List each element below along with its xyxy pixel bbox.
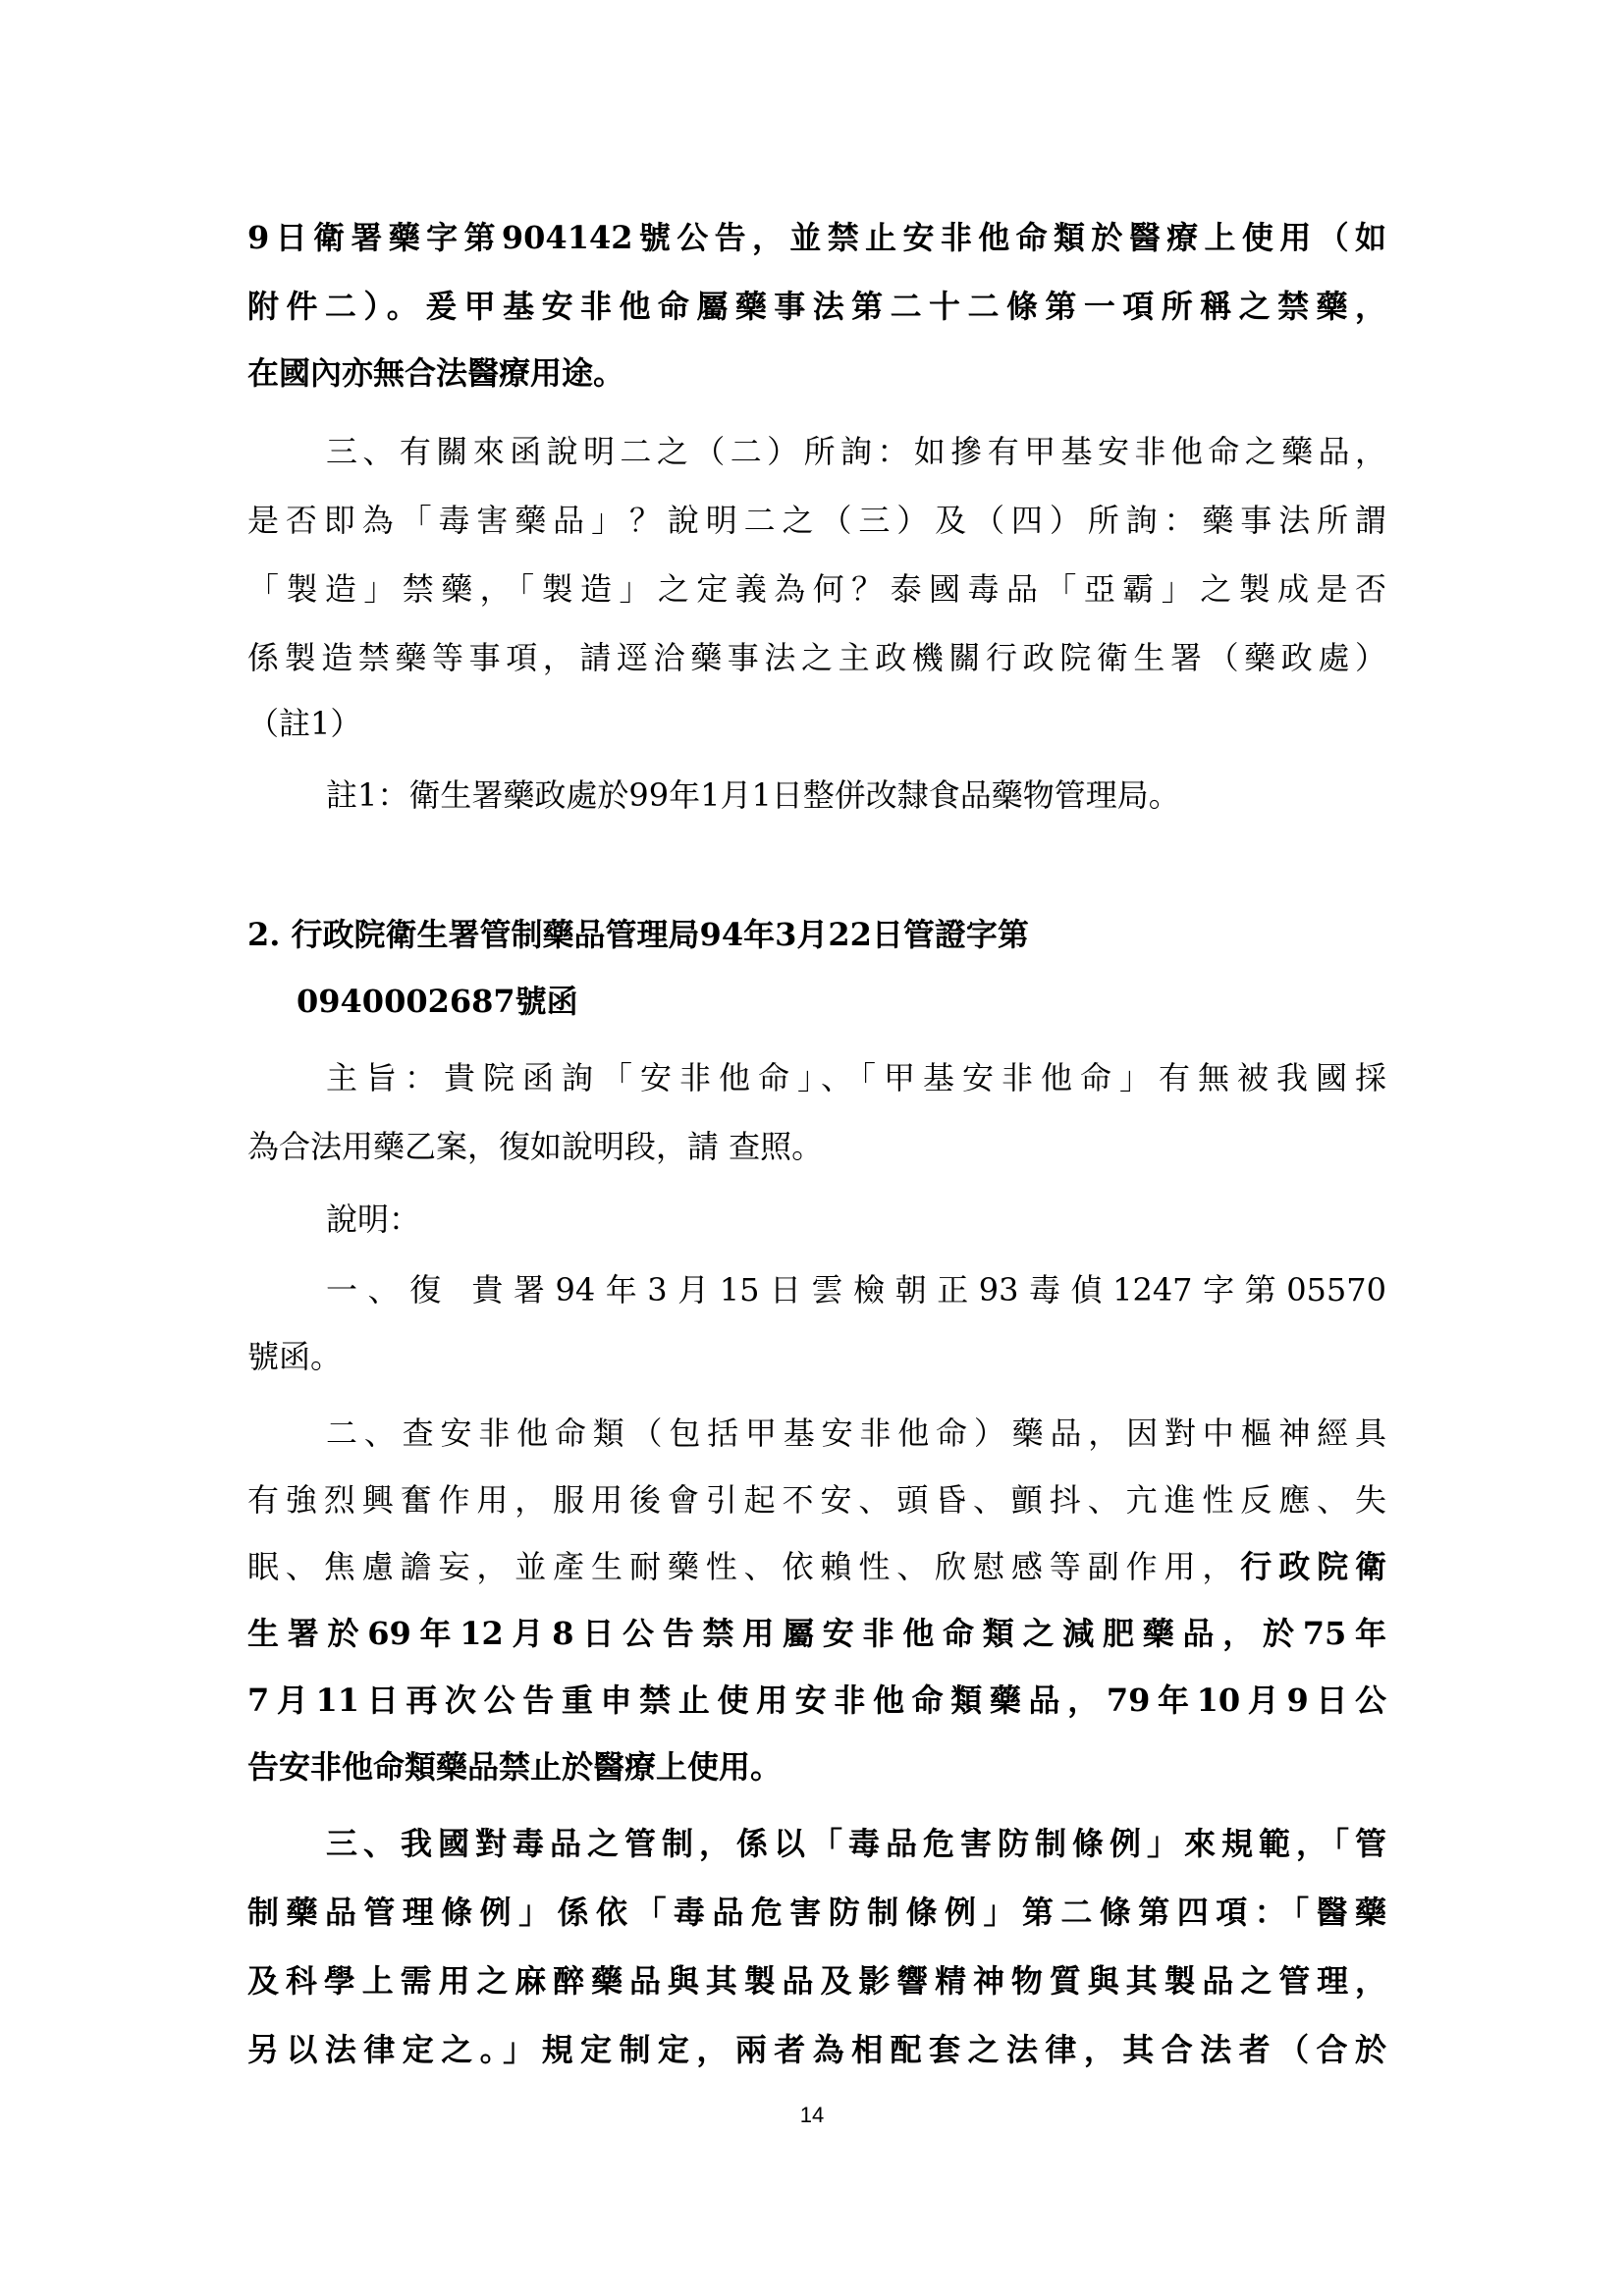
paragraph-line: 三、有關來函說明二之（二）所詢：如摻有甲基安非他命之藥品， [326, 433, 1386, 470]
item-line: 及科學上需用之麻醉藥品與其製品及影響精神物質與其製品之管理， [247, 1962, 1386, 2000]
subject-line: 主旨：貴院函詢「安非他命」、「甲基安非他命」有無被我國採 [326, 1059, 1386, 1096]
item-text-normal: 眠、焦慮譫妄，並產生耐藥性、依賴性、欣慰感等副作用， [247, 1548, 1241, 1585]
item-line: 7月11日再次公告重申禁止使用安非他命類藥品，79年10月9日公 [247, 1682, 1386, 1719]
subject-line: 為合法用藥乙案，復如說明段，請 查照。 [247, 1128, 824, 1165]
item-text-bold: 行政院衛 [1240, 1548, 1386, 1585]
explain-label: 說明： [326, 1201, 421, 1238]
paragraph-line: 是否即為「毒害藥品」？說明二之（三）及（四）所詢：藥事法所謂 [247, 502, 1386, 539]
page-number: 14 [799, 2103, 825, 2127]
item-line: 一、復 貴署94年3月15日雲檢朝正93毒偵1247字第05570 [326, 1271, 1386, 1308]
paragraph-line: 附件二）。爰甲基安非他命屬藥事法第二十二條第一項所稱之禁藥， [247, 288, 1386, 325]
paragraph-line: 在國內亦無合法醫療用途。 [247, 354, 625, 392]
paragraph-line: 9日衛署藥字第904142號公告，並禁止安非他命類於醫療上使用（如 [247, 219, 1386, 256]
paragraph-line: （註1） [247, 705, 362, 742]
item-line: 告安非他命類藥品禁止於醫療上使用。 [247, 1748, 783, 1786]
footnote: 註1：衛生署藥政處於99年1月1日整併改隸食品藥物管理局。 [326, 776, 1180, 814]
section-heading: 2. 行政院衛生署管制藥品管理局94年3月22日管證字第 [247, 916, 1029, 953]
item-line: 有強烈興奮作用，服用後會引起不安、頭昏、顫抖、亢進性反應、失 [247, 1481, 1386, 1519]
item-line: 號函。 [247, 1338, 343, 1375]
item-line: 生署於69年12月8日公告禁用屬安非他命類之減肥藥品，於75年 [247, 1615, 1386, 1652]
section-heading-continued: 0940002687號函 [297, 983, 578, 1020]
item-line: 另以法律定之。」規定制定，兩者為相配套之法律，其合法者（合於 [247, 2031, 1386, 2068]
paragraph-line: 係製造禁藥等事項，請逕洽藥事法之主政機關行政院衛生署（藥政處） [247, 639, 1386, 676]
item-line: 三、我國對毒品之管制，係以「毒品危害防制條例」來規範，「管 [326, 1825, 1386, 1862]
paragraph-line: 「製造」禁藥，「製造」之定義為何？泰國毒品「亞霸」之製成是否 [247, 570, 1386, 608]
item-line: 二、查安非他命類（包括甲基安非他命）藥品，因對中樞神經具 [326, 1415, 1386, 1452]
item-line-mixed [247, 1537, 1386, 1596]
item-line: 制藥品管理條例」係依「毒品危害防制條例」第二條第四項：「醫藥 [247, 1894, 1386, 1931]
